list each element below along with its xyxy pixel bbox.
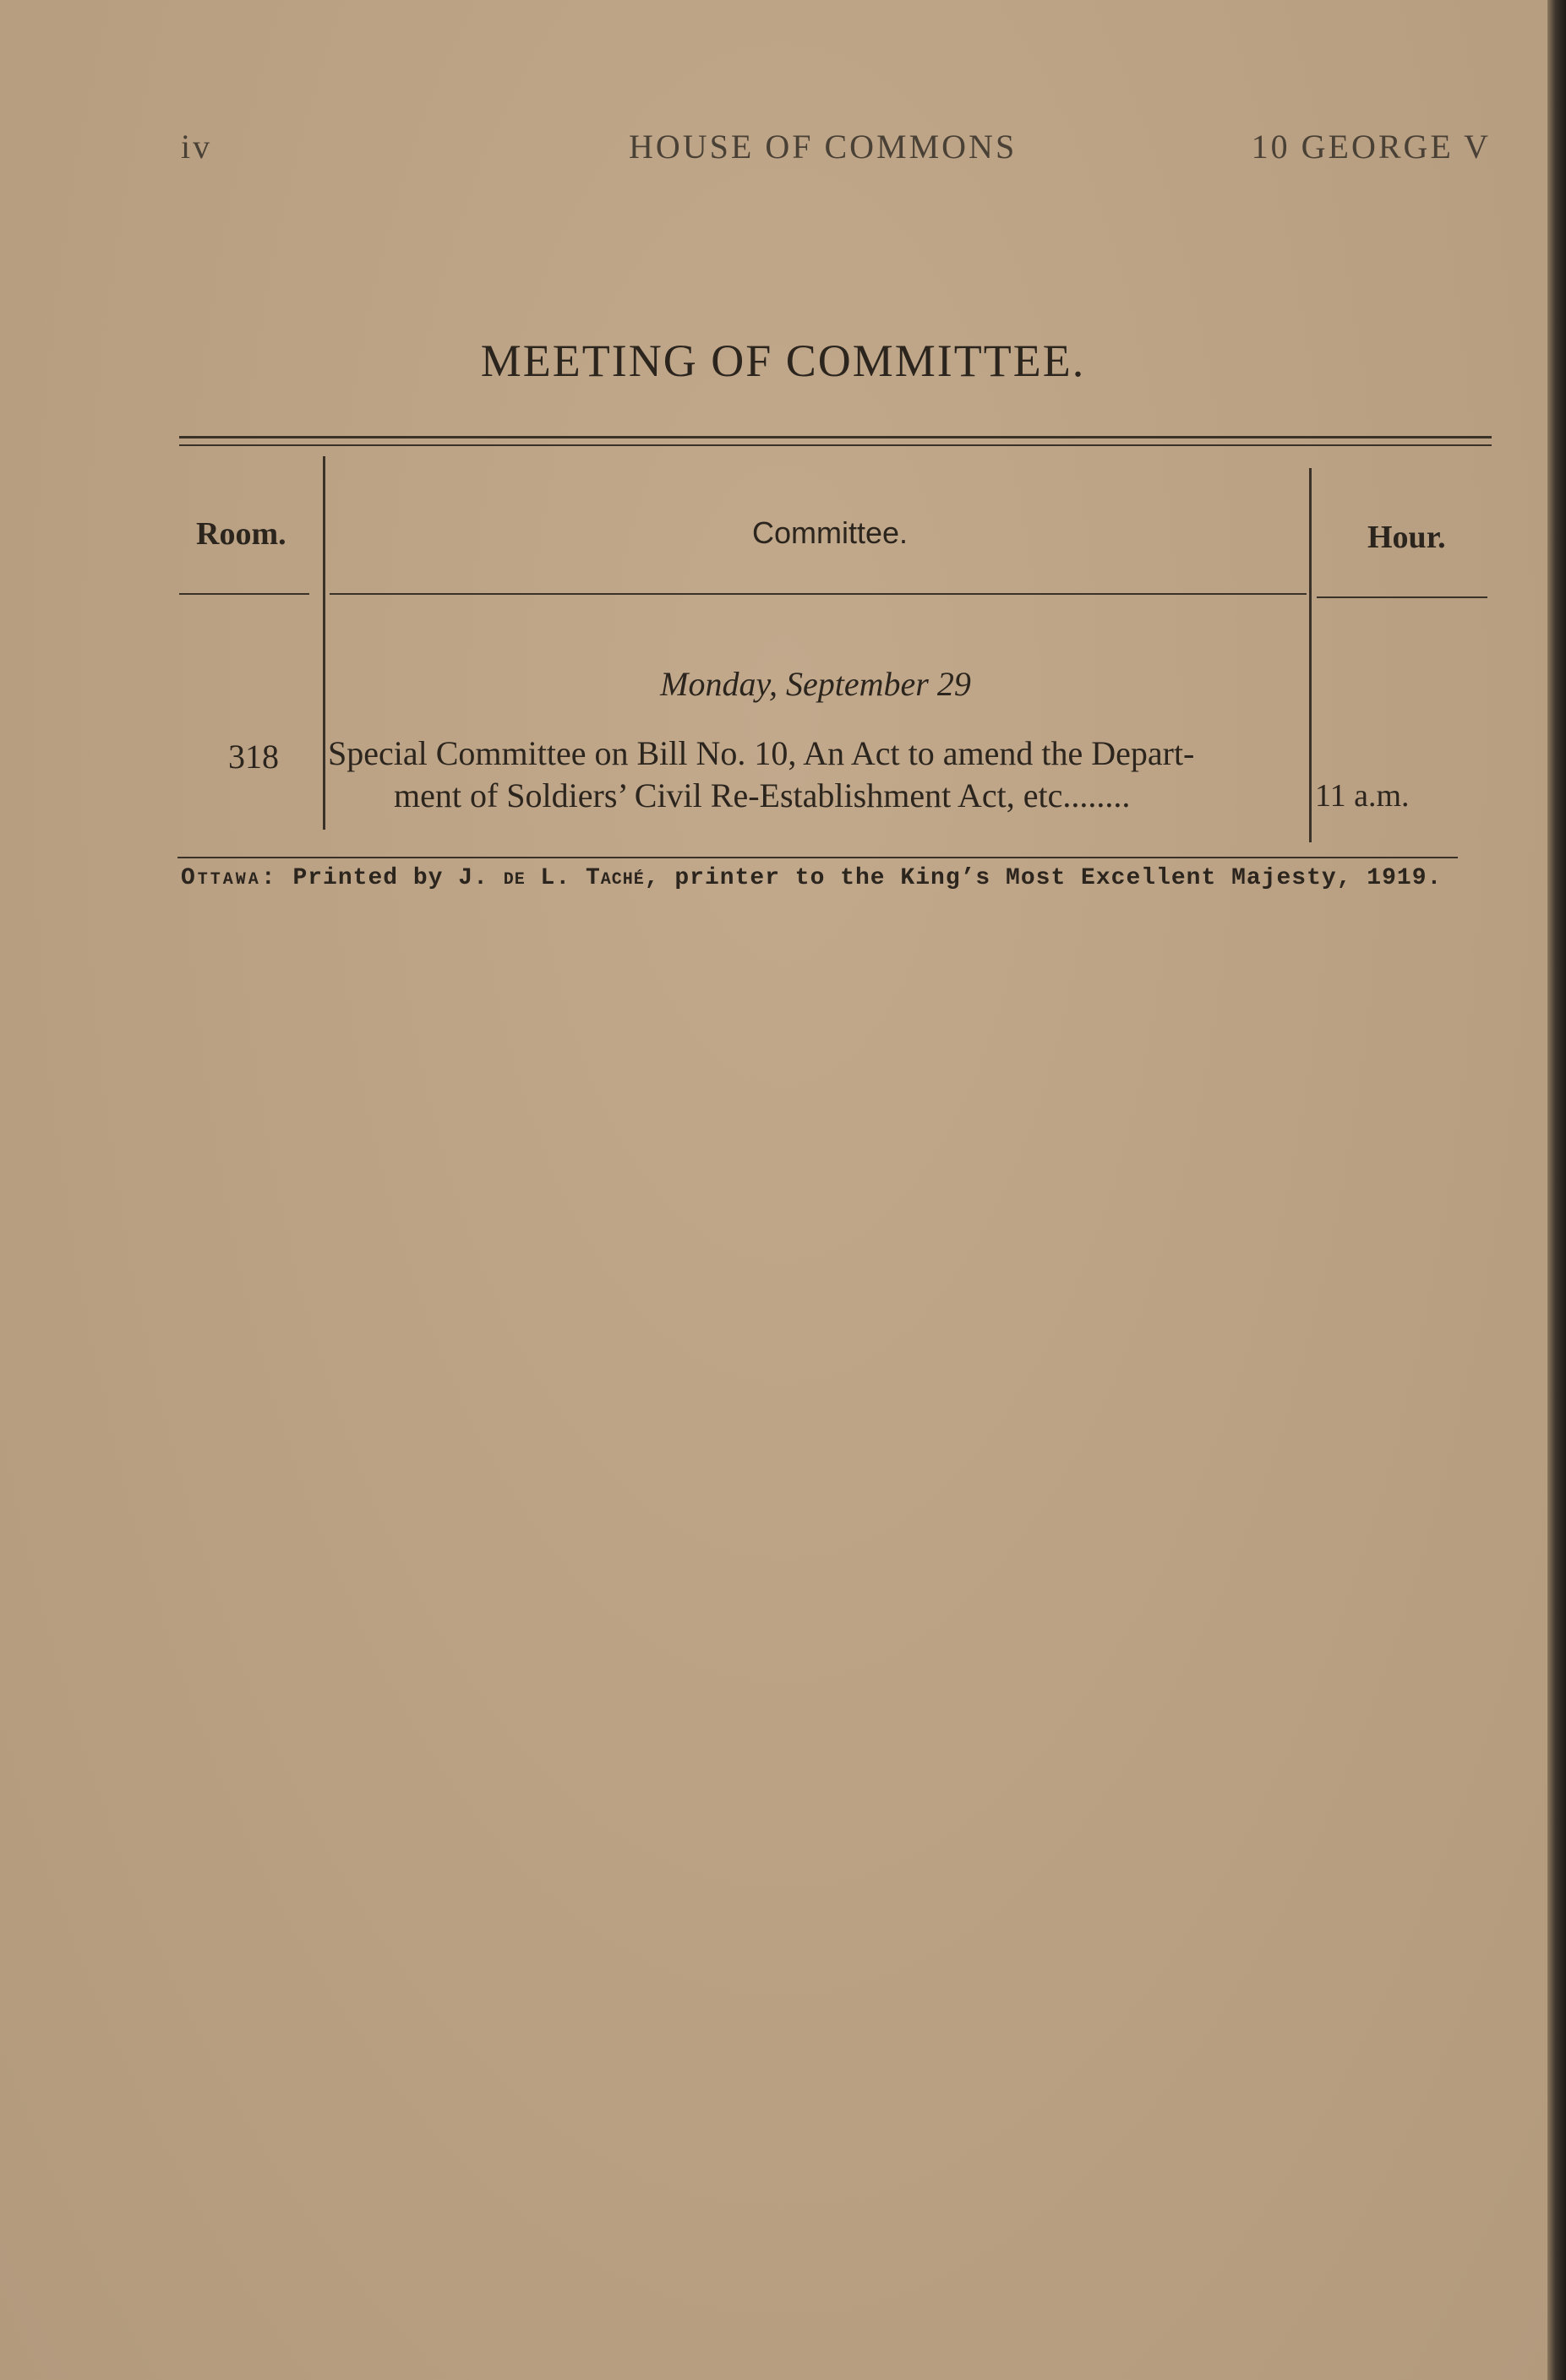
running-head (181, 127, 1491, 169)
entry-committee-line-2: ment of Soldiers’ Civil Re-Establishment Act, etc........ (394, 776, 1131, 814)
entry-room: 318 (228, 738, 279, 776)
column-divider-room (323, 456, 325, 830)
room-header-underline (179, 593, 309, 595)
meeting-date: Monday, September 29 (660, 665, 971, 703)
running-head-reign: 10 GEORGE V (1251, 128, 1491, 166)
entry-hour: 11 a.m. (1315, 778, 1410, 814)
title-rule-bottom (179, 444, 1492, 446)
committee-column-header: Committee. (752, 515, 908, 550)
page-number: iv (181, 128, 213, 166)
hour-header-underline (1317, 596, 1487, 598)
committee-header-underline (330, 593, 1307, 595)
title-rule-top (179, 436, 1492, 438)
imprint-name-de: de (503, 865, 526, 891)
running-head-title: HOUSE OF COMMONS (629, 128, 1018, 166)
printer-imprint (181, 865, 1496, 891)
imprint-name-tache: Taché, (585, 865, 660, 891)
room-column-header: Room. (196, 516, 286, 552)
column-divider-hour (1309, 468, 1312, 842)
hour-column-header: Hour. (1367, 520, 1446, 555)
page-title: MEETING OF COMMITTEE. (480, 335, 1086, 386)
imprint-rule (177, 857, 1458, 858)
imprint-place: Ottawa: (181, 865, 278, 891)
imprint-text-after: printer to the King’s Most Excellent Majesty, 1919. (674, 865, 1443, 891)
imprint-text-before: Printed by J. (292, 865, 488, 891)
entry-committee-line-1: Special Committee on Bill No. 10, An Act to amend the Depart- (328, 734, 1195, 772)
imprint-name-mid: L. (540, 865, 571, 891)
